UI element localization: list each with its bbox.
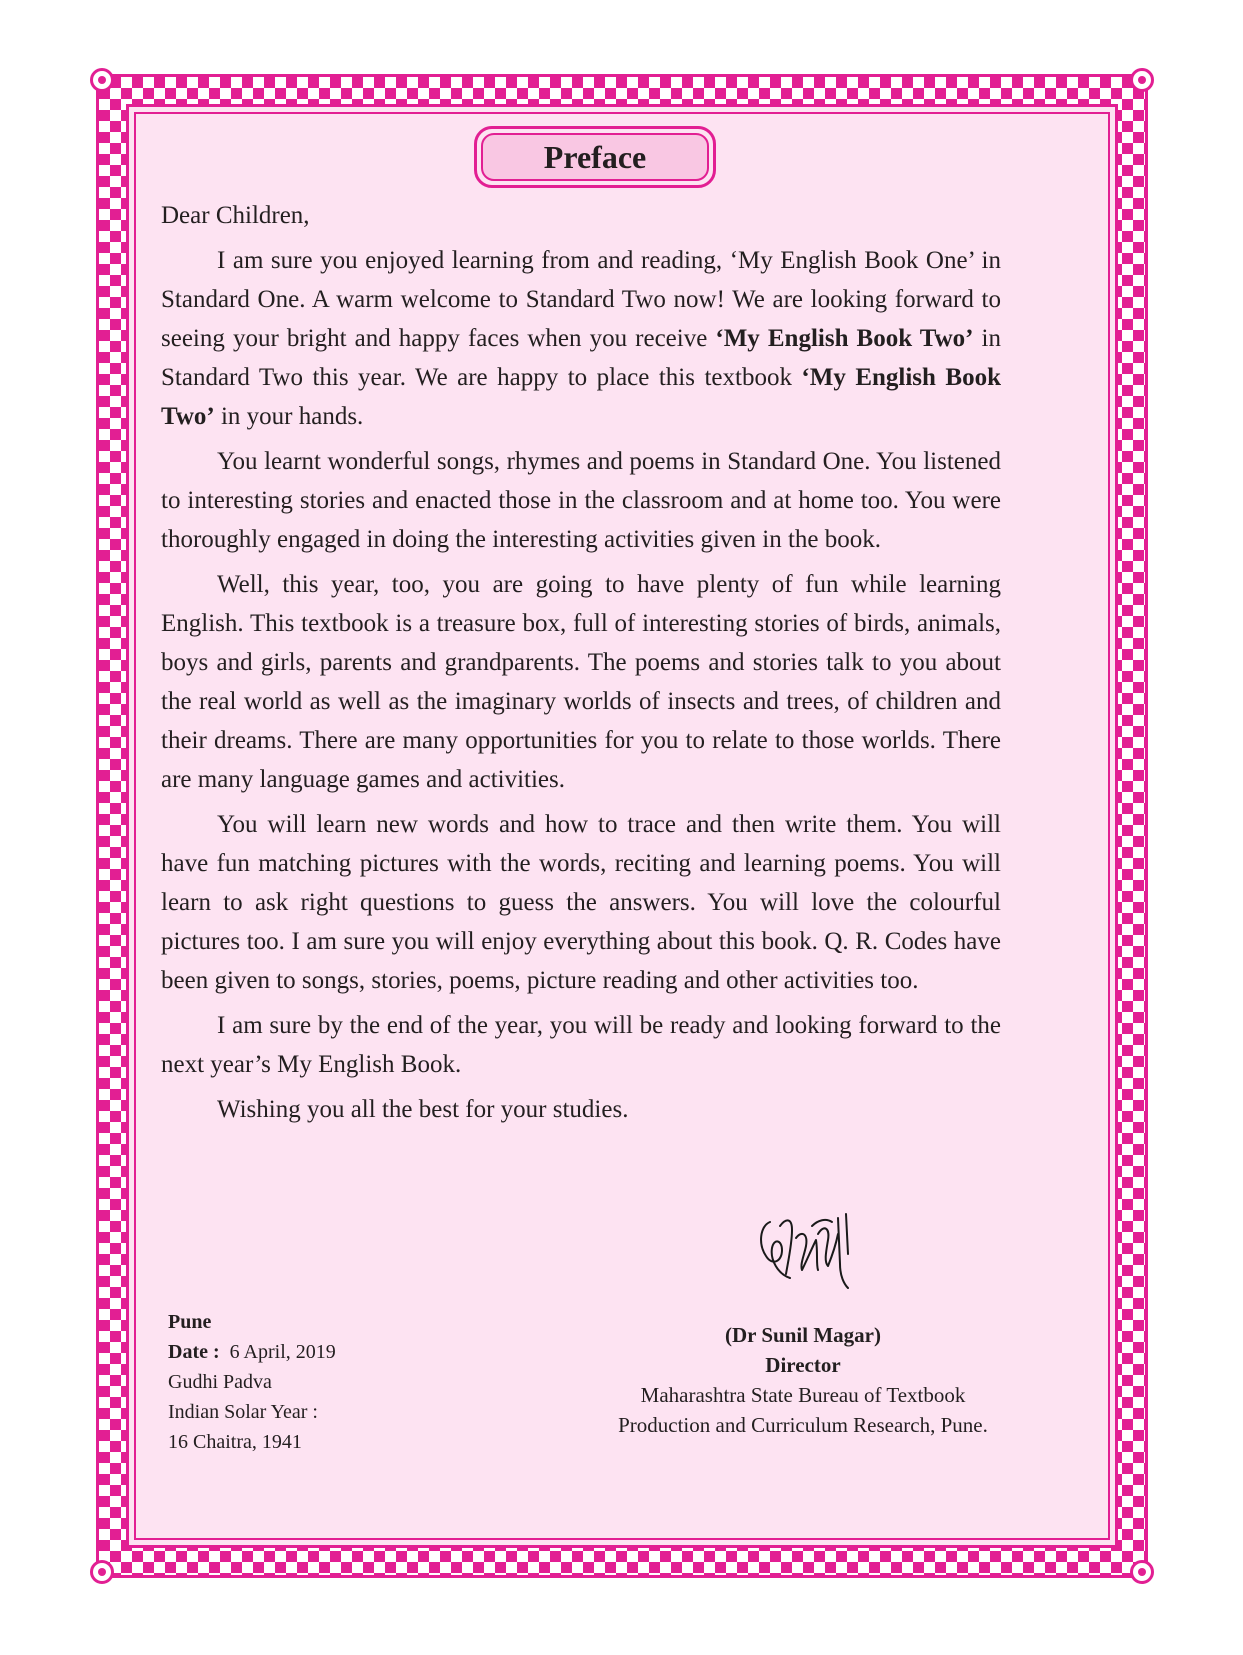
organization-line-2: Production and Curriculum Research, Pune. bbox=[618, 1413, 988, 1437]
paragraph-6: Wishing you all the best for your studies. bbox=[217, 1096, 629, 1123]
paragraph-5: I am sure by the end of the year, you will be ready and looking forward to the next year’s My English Book. bbox=[161, 1012, 1001, 1078]
letter-body bbox=[161, 196, 1001, 1135]
corner-ornament-icon bbox=[1130, 68, 1154, 92]
paragraph-1: I am sure you enjoyed learning from and reading, ‘My English Book One’ in Standard One. A warm welcome to Standard Two now! We are looking forward to seeing your bright and happy faces when you receive ‘My English Book Two’ in Standard Two this year. We are happy to place this textbook ‘My English Book Two’ in your hands. bbox=[161, 247, 1001, 430]
salutation: Dear Children, bbox=[161, 202, 310, 229]
paragraph-3: Well, this year, too, you are going to have plenty of fun while learning English. This textbook is a treasure box, full of interesting stories of birds, animals, boys and girls, parents and grandparents. The poems and stories talk to you about the real world as well as the imaginary worlds of insects and trees, of children and their dreams. There are many opportunities for you to relate to those worlds. There are many language games and activities. bbox=[161, 571, 1001, 793]
corner-ornament-icon bbox=[90, 1560, 114, 1584]
date-line: Date : 6 April, 2019 bbox=[168, 1341, 336, 1363]
paragraph-4: You will learn new words and how to trace and then write them. You will have fun matching pictures with the words, reciting and learning poems. You will learn to ask right questions to guess the answers. You will love the colourful pictures too. I am sure you will enjoy everything about this book. Q. R. Codes have been given to songs, stories, poems, picture reading and other activities too. bbox=[161, 811, 1001, 994]
signatory-block bbox=[588, 1320, 1018, 1440]
place-date-block bbox=[168, 1307, 336, 1457]
solar-year-label: Indian Solar Year : bbox=[168, 1401, 318, 1423]
book-title: ‘My English Book Two’ bbox=[161, 364, 1001, 430]
festival: Gudhi Padva bbox=[168, 1371, 272, 1393]
page-title: Preface bbox=[543, 138, 647, 175]
signature-icon bbox=[752, 1204, 862, 1304]
solar-year-value: 16 Chaitra, 1941 bbox=[168, 1431, 302, 1453]
corner-ornament-icon bbox=[1130, 1560, 1154, 1584]
signatory-name: (Dr Sunil Magar) bbox=[725, 1323, 881, 1347]
title-badge bbox=[474, 126, 716, 188]
signatory-designation: Director bbox=[765, 1353, 841, 1377]
corner-ornament-icon bbox=[90, 68, 114, 92]
paragraph-2: You learnt wonderful songs, rhymes and poems in Standard One. You listened to interesting stories and enacted those in the classroom and at home too. You were thoroughly engaged in doing the interesting activities given in the book. bbox=[161, 448, 1001, 553]
organization-line-1: Maharashtra State Bureau of Textbook bbox=[640, 1383, 966, 1407]
place: Pune bbox=[168, 1311, 212, 1333]
book-title: ‘My English Book Two’ bbox=[715, 325, 974, 352]
